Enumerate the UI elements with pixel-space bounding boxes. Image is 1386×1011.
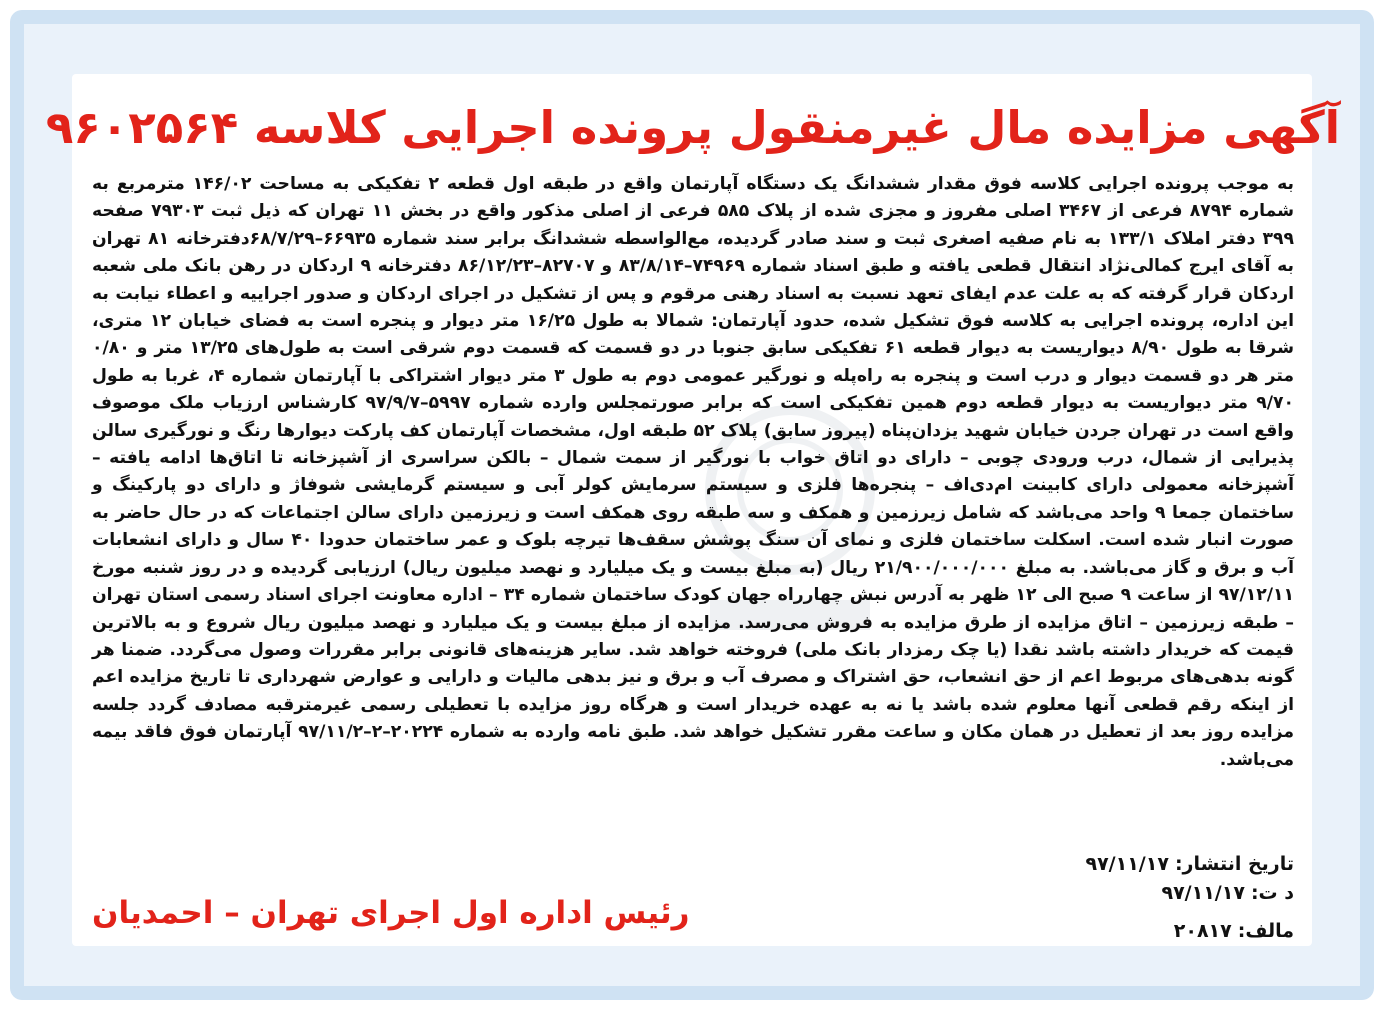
dt-row (1161, 880, 1294, 906)
notice-title: آگهی مزایده مال غیرمنقول پرونده اجرایی کلاسه ۹۶۰۲۵۶۴ (45, 101, 1341, 154)
dt-label: د ت: (1250, 882, 1294, 904)
dt-value: ۹۷/۱۱/۱۷ (1161, 882, 1245, 904)
publish-date-label: تاریخ انتشار: (1174, 853, 1294, 875)
malef-value: ۲۰۸۱۷ (1173, 920, 1232, 942)
malef-row (1174, 918, 1294, 944)
signature: رئیس اداره اول اجرای تهران – احمدیان (92, 895, 690, 931)
publish-date-value: ۹۷/۱۱/۱۷ (1085, 853, 1169, 875)
publish-date-row (1085, 851, 1294, 877)
malef-label: مالف: (1237, 920, 1294, 942)
notice-body: به موجب پرونده اجرایی کلاسه فوق مقدار ششدانگ یک دستگاه آپارتمان واقع در طبقه اول قطعه ۲ تفکیکی به مساحت ۱۴۶/۰۲ مترمربع به شماره ۸۷۹۴ فرعی از ۳۴۶۷ اصلی مفروز و مجزی شده از پلاک ۵۸۵ فرعی از اصلی مذکور واقع در بخش ۱۱ تهران که ذیل ثبت ۷۹۳۰۳ صفحه ۳۹۹ دفتر املاک ۱۳۳/۱ به نام صفیه اصغری ثبت و سند صادر گردیده، مع‌الواسطه ششدانگ برابر سند شماره ۶۶۹۳۵–۶۸/۷/۲۹دفترخانه ۸۱ تهران به آقای ایرج کمالی‌نژاد انتقال قطعی یافته و طبق اسناد شماره ۷۴۹۶۹–۸۳/۸/۱۴ و ۸۲۷۰۷–۸۶/۱۲/۲۳ دفترخانه ۹ اردکان در رهن بانک ملی شعبه اردکان قرار گرفته که به علت عدم ایفای تعهد نسبت به اسناد رهنی مرقوم و پس از تشکیل در اجرای اردکان و صدور اجراییه و اعطاء نیابت به این اداره، پرونده اجرایی به کلاسه فوق تشکیل شده، حدود آپارتمان: شمالا به طول ۱۶/۲۵ متر دیوار و پنجره است به فضای خیابان ۱۲ متری، شرقا به طول ۸/۹۰ دیواریست به دیوار قطعه ۶۱ تفکیکی سابق جنوبا در دو قسمت که قسمت دوم شرقی است به طول‌های ۱۳/۲۵ متر و ۰/۸۰ متر هر دو قسمت دیوار و درب است و پنجره به راه‌پله و نورگیر عمومی دوم به طول ۳ متر دیوار اشتراکی با آپارتمان شماره ۴، غربا به طول ۹/۷۰ متر دیواریست به دیوار قطعه دوم همین تفکیکی است که برابر صورتمجلس وارده شماره ۵۹۹۷–۹۷/۹/۷ کارشناس ارزیاب ملک موصوف واقع است در تهران جردن خیابان شهید یزدان‌پناه (پیروز سابق) پلاک ۵۲ طبقه اول، مشخصات آپارتمان کف پارکت دیوارها رنگ و نورگیری سالن پذیرایی از شمال، درب ورودی چوبی – دارای دو اتاق خواب با نورگیر از سمت شمال – بالکن سراسری از آشپزخانه تا اتاق‌ها ادامه یافته – آشپزخانه معمولی دارای کابینت ام‌دی‌اف – پنجره‌ها فلزی و سیستم سرمایش کولر آبی و سیستم گرمایشی شوفاژ و دارای دو پارکینگ و ساختمان جمعا ۹ واحد می‌باشد که شامل زیرزمین و همکف و سه طبقه روی همکف است و زیرزمین دارای سالن اجتماعات که در حال حاضر به صورت انبار شده است. اسکلت ساختمان فلزی و نمای آن سنگ پوشش سقف‌ها تیرچه بلوک و عمر ساختمان حدودا ۴۰ سال و دارای انشعابات آب و برق و گاز می‌باشد. به مبلغ ۲۱/۹۰۰/۰۰۰/۰۰۰ ریال (به مبلغ بیست و یک میلیارد و نهصد میلیون ریال) ارزیابی گردیده و در روز شنبه مورخ ۹۷/۱۲/۱۱ از ساعت ۹ صبح الی ۱۲ ظهر به آدرس نبش چهارراه جهان کودک ساختمان شماره ۳۴ – اداره معاونت اجرای اسناد رسمی استان تهران – طبقه زیرزمین – اتاق مزایده از طرق مزایده به فروش می‌رسد. مزایده از مبلغ بیست و یک میلیارد و نهصد میلیون ریال شروع و به بالاترین قیمت که خریدار داشته باشد نقدا (یا چک رمزدار بانک ملی) فروخته خواهد شد. سایر هزینه‌های قانونی برابر مقررات وصول می‌گردد. ضمنا هر گونه بدهی‌های مربوط اعم از حق انشعاب، حق اشتراک و مصرف آب و برق و نیز بدهی مالیات و دارایی و عوارض شهرداری تا تاریخ مزایده اعم از اینکه رقم قطعی آنها معلوم شده باشد یا نه به عهده خریدار است و هرگاه روز مزایده با تعطیلی رسمی غیرمترقبه مصادف گردد جلسه مزایده روز بعد از تعطیل در همان مکان و ساعت مقرر تشکیل خواهد شد. طبق نامه وارده به شماره ۲۰۲۲۴–۲–۹۷/۱۱/۲ آپارتمان فوق فاقد بیمه می‌باشد. (92, 174, 1295, 770)
